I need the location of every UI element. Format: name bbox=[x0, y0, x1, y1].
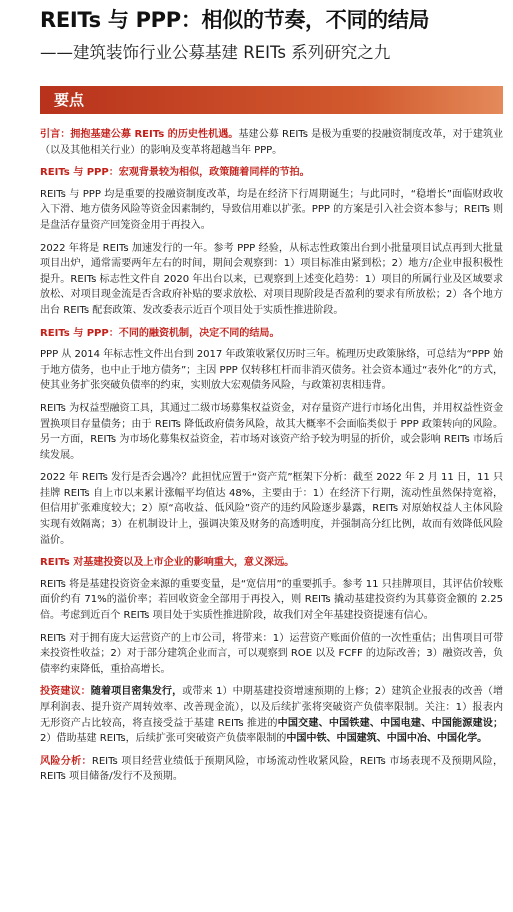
advice-companies-1: 中国交建、中国铁建、中国电建、中国能源建设； bbox=[277, 717, 503, 729]
risk-paragraph bbox=[40, 754, 503, 785]
paragraph-text: REITs 将是基建投资资金来源的重要变量，是“宽信用”的重要抓手。参考 11 只挂牌项目，其评估价较账面价约有 71%的溢价率；若回收资金全部用于再投入，则 REITs 撬动基建投资约为其募资金额的 2.25 倍。考虑到近百个 REITs 项目处于实质性推进阶段，故我们对全年基建投资提速有信心。 bbox=[40, 578, 503, 622]
heading-text: REITs 对基建投资以及上市企业的影响重大，意义深远。 bbox=[40, 557, 295, 569]
paragraph bbox=[40, 401, 503, 463]
paragraph bbox=[40, 347, 503, 394]
report-subtitle: ——建筑装饰行业公募基建 REITs 系列研究之九 bbox=[40, 43, 391, 62]
advice-companies-2: 中国中铁、中国建筑、中国中冶、中国化学。 bbox=[286, 733, 488, 745]
paragraph-text: 2022 年 REITs 发行是否会遇冷？此担忧应置于“资产荒”框架下分析：截至 2022 年 2 月 11 日，11 只挂牌 REITs 自上市以来累计涨幅平均值达 48%，主要由于：1）在经济下行期，流动性虽然保持宽裕，但信用扩张难度较大；2）原“高收益、低风险”资产的违约风险逐步暴露，REITs 对原始权益人主体风险实现有效隔离；3）在机制设计上，强调决策及财务的高透明度，并强制高分红比例，故而有效降低风险溢价。 bbox=[40, 472, 503, 546]
section-heading bbox=[40, 326, 503, 342]
paragraph bbox=[40, 470, 503, 548]
advice-strong: 随着项目密集发行， bbox=[90, 686, 183, 698]
advice-text-2: 2）借助基建 REITs，后续扩张可突破资产负债率限制的 bbox=[40, 733, 287, 745]
paragraph-text: REITs 为权益型融资工具，其通过二级市场募集权益资金，对存量资产进行市场化出售，并用权益性资金置换项目存量债务；由于 REITs 降低政府债务风险，故其大概率不会面临类似于 PPP 政策转向的风险。另一方面，REITs 为市场化募集权益资金，若市场对该资产给予较为明显的折价，或会影响 REITs 市场后续发展。 bbox=[40, 402, 503, 461]
section-title: 要点 bbox=[54, 91, 85, 109]
investment-advice-paragraph bbox=[40, 684, 503, 746]
paragraph-text: REITs 与 PPP 均是重要的投融资制度改革，均是在经济下行周期诞生；与此同时，“稳增长”面临财政收入下滑、地方债务风险等资金因素制约，导致信用难以扩张。PPP 的方案是引入社会资本参与；REITs 则是盘活存量资产回笼资金用于再投入。 bbox=[40, 188, 503, 231]
risk-text: REITs 项目经营业绩低于预期风险，市场流动性收紧风险，REITs 市场表现不及预期风险，REITs 项目储备/发行不及预期。 bbox=[40, 755, 503, 783]
section-heading bbox=[40, 165, 503, 181]
advice-lead: 投资建议： bbox=[40, 686, 91, 698]
paragraph bbox=[40, 241, 503, 319]
section-heading bbox=[40, 555, 503, 571]
summary-content bbox=[40, 127, 503, 792]
heading-text: REITs 与 PPP：不同的融资机制，决定不同的结局。 bbox=[40, 327, 280, 339]
paragraph-text: PPP 从 2014 年标志性文件出台到 2017 年政策收紧仅历时三年。梳理历史政策脉络，可总结为“PPP 始于地方债务，也中止于地方债务”；主因 PPP 仅转移杠杆而非消灭债务。社会资本通过“表外化”的方式，使其业务扩张突破负债率的约束，实则放大宏观债务风险，与政策初衷相违背。 bbox=[40, 349, 503, 392]
heading-text: REITs 与 PPP：宏观背景较为相似，政策随着同样的节拍。 bbox=[40, 167, 310, 179]
paragraph-text: REITs 对于拥有庞大运营资产的上市公司，将带来：1）运营资产账面价值的一次性重估；出售项目可带来投资性收益；2）对于部分建筑企业而言，可以观察到 ROE 以及 FCFF 的边际改善；3）融资改善，负债率约束降低，重拾高增长。 bbox=[40, 632, 503, 675]
risk-lead: 风险分析： bbox=[40, 755, 92, 767]
report-title: REITs 与 PPP：相似的节奏，不同的结局 bbox=[40, 8, 430, 32]
paragraph bbox=[40, 577, 503, 624]
paragraph bbox=[40, 631, 503, 678]
intro-text: 基建公募 REITs 是极为重要的投融资制度改革，对于建筑业（以及其他相关行业）的影响及变革将超越当年 PPP。 bbox=[40, 129, 503, 156]
intro-paragraph bbox=[40, 127, 503, 158]
section-banner bbox=[40, 86, 503, 114]
intro-lead: 引言：拥抱基建公募 REITs 的历史性机遇。 bbox=[40, 129, 239, 140]
advice-text: 或带来 1）中期基建投资增速预期的上修；2）建筑企业报表的改善（增厚利润表、提升资产周转效率、改善现金流），以及后续扩张将突破资产负债率限制。关注：1）报表内无形资产占比较高，将直接受益于基建 REITs 推进的 bbox=[40, 686, 503, 729]
paragraph-text: 2022 年将是 REITs 加速发行的一年。参考 PPP 经验，从标志性政策出台到小批量项目试点再到大批量项目出炉，通常需要两年左右的时间，期间会观察到：1）项目标准由紧到松；2）地方/企业申报积极性提升。REITs 标志性文件自 2020 年出台以来，已观察到上述变化趋势：1）项目的所属行业及区域要求放松、对项目现金流是否含政府补贴的要求放松、对项目现阶段是否盈利的要求有所放松；2）各个地方出台 REITs 配套政策、发改委表示近百个项目处于实质性推进阶段。 bbox=[40, 242, 503, 316]
paragraph bbox=[40, 187, 503, 234]
